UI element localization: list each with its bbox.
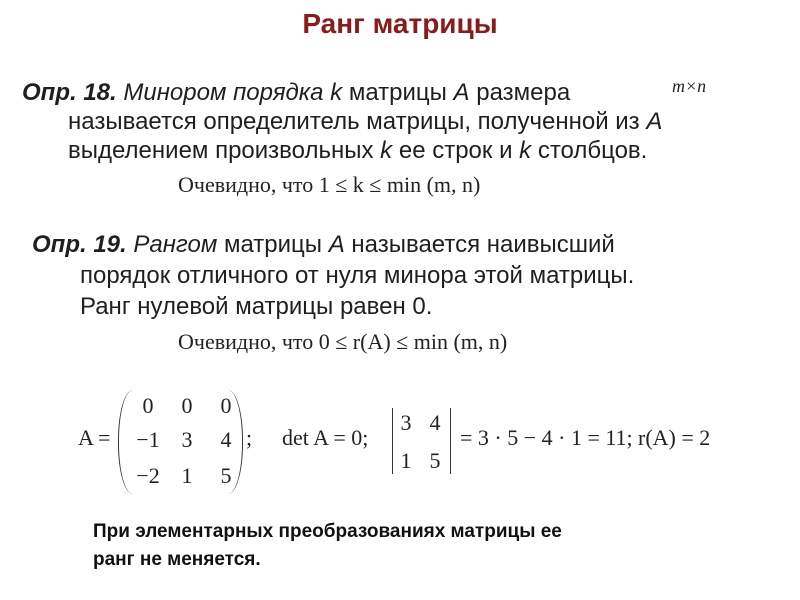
def18-k-3: k <box>380 137 393 164</box>
minor-right-bar <box>450 408 451 474</box>
note-line-2: ранг не меняется. <box>93 549 261 570</box>
minor-cell: 1 <box>400 448 412 473</box>
minor-cell: 5 <box>429 448 441 473</box>
def18-obvious: Очевидно, что 1 ≤ k ≤ min (m, n) <box>178 172 481 197</box>
def18-A: A <box>453 79 470 106</box>
matrix-A-cell: 3 <box>181 427 193 452</box>
definition-18-line2 <box>68 107 662 136</box>
size-mxn: m×n <box>672 76 707 96</box>
note-line-1: При элементарных преобразованиях матрицы ее <box>93 521 562 542</box>
matrix-A-separator: ; <box>246 425 253 450</box>
matrix-A-label: A = <box>78 425 111 450</box>
def19-text-1b: матрицы <box>223 231 323 258</box>
def18-text-1c: размера <box>476 79 571 106</box>
matrix-A-cell: 0 <box>220 393 232 418</box>
def18-k: k <box>330 79 343 106</box>
def19-obvious: Очевидно, что 0 ≤ r(A) ≤ min (m, n) <box>178 329 508 354</box>
matrix-A-cell: 1 <box>181 463 193 488</box>
det-A-equals-zero: det A = 0; <box>282 425 369 450</box>
definition-18-label: Опр. 18. <box>22 79 117 106</box>
matrix-A-cell: −2 <box>136 463 160 488</box>
rank-result: r(A) = 2 <box>638 425 711 450</box>
matrix-A-cell: 0 <box>142 393 154 418</box>
page-title: Ранг матрицы <box>302 8 498 39</box>
matrix-A-cell: 0 <box>181 393 193 418</box>
definition-18 <box>22 78 570 107</box>
def18-text-1b: матрицы <box>348 79 447 106</box>
def18-text-3b: ее строк и <box>398 137 513 164</box>
matrix-A-left-paren <box>118 390 133 494</box>
def19-text-1c: называется наивысший <box>351 231 615 258</box>
definition-19 <box>32 230 615 259</box>
matrix-A-cell: 5 <box>220 463 232 488</box>
minor-cell: 3 <box>400 410 412 435</box>
minor-value: = 3 · 5 − 4 · 1 = 11; <box>460 425 633 450</box>
definition-18-line3 <box>68 136 647 165</box>
def18-term: Минором порядка <box>123 79 324 106</box>
matrix-A-cell: −1 <box>136 427 160 452</box>
def19-A: A <box>328 231 345 258</box>
def19-term: Рангом <box>133 231 218 258</box>
matrix-A-cell: 4 <box>220 427 232 452</box>
def18-text-3c: столбцов. <box>537 137 648 164</box>
minor-cell: 4 <box>429 410 441 435</box>
definition-19-label: Опр. 19. <box>32 231 127 258</box>
def18-text-2a: называется определитель матрицы, полученной из <box>68 108 640 135</box>
definition-19-line3: Ранг нулевой матрицы равен 0. <box>80 293 433 320</box>
def18-k-4: k <box>519 137 532 164</box>
definition-19-line2: порядок отличного от нуля минора этой матрицы. <box>80 262 635 289</box>
rank-invariance-note <box>93 518 562 574</box>
def18-text-3a: выделением произвольных <box>68 137 374 164</box>
def18-A-2: A <box>646 108 663 135</box>
